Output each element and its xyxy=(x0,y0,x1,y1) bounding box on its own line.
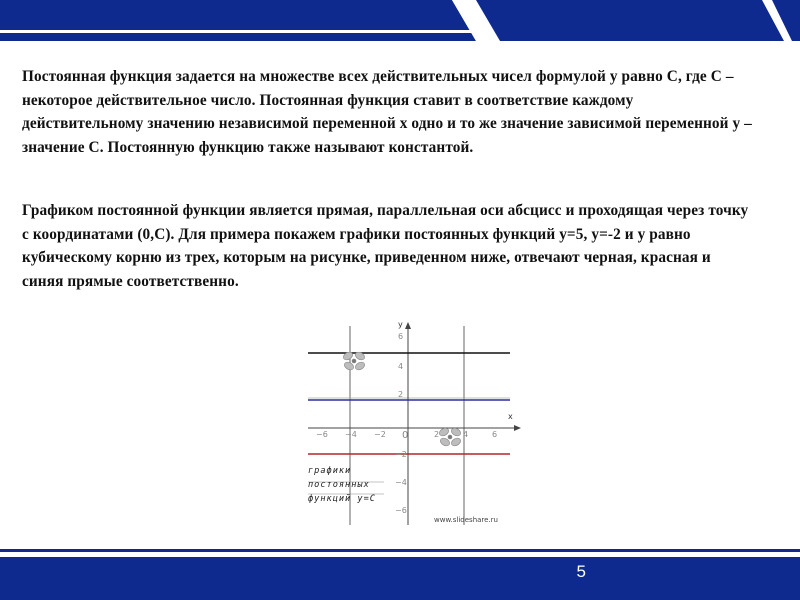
paragraph-definition: Постоянная функция задается на множестве всех действительных чисел формулой y равно C, где C – некоторое действительное число. Постоянная функция ставит в соответствие каждому действительному значению независимой переменной x одно и то же значение зависимой переменной y – значение C. Постоянную функцию также называют константой. xyxy=(22,68,752,156)
x-tick: 4 xyxy=(463,430,469,439)
x-tick: 2 xyxy=(434,430,440,439)
footer-stripe xyxy=(0,549,800,552)
page-number: 5 xyxy=(576,562,586,581)
figure-caption-line: графики xyxy=(308,466,352,476)
y-tick: 6 xyxy=(398,332,404,341)
x-tick: −4 xyxy=(345,430,357,439)
axis-x-label: x xyxy=(508,412,513,421)
figure-source: www.slideshare.ru xyxy=(434,516,498,524)
y-tick: −4 xyxy=(395,478,407,487)
y-tick: 2 xyxy=(398,390,404,399)
y-tick: −2 xyxy=(395,450,407,459)
x-tick: 6 xyxy=(492,430,498,439)
x-tick: −6 xyxy=(316,430,328,439)
header-banner xyxy=(0,0,800,48)
x-tick: 0 xyxy=(402,430,409,441)
y-tick: 4 xyxy=(398,362,404,371)
x-tick: −2 xyxy=(374,430,386,439)
paragraph-graph-description: Графиком постоянной функции является прямая, параллельная оси абсцисс и проходящая через точку с координатами (0,C). Для примера покажем графики постоянных функций y=5, y=-2 и y равно кубическому корню из трех, которым на рисунке, приведенном ниже, отвечают черная, красная и синяя прямые соответственно. xyxy=(22,202,749,290)
y-tick: −6 xyxy=(395,506,407,515)
constant-functions-graph xyxy=(304,320,526,528)
figure-caption-line: постоянных xyxy=(308,480,370,490)
footer-bar xyxy=(0,557,800,600)
flower-icon xyxy=(438,427,462,448)
figure-caption-line: функций y=C xyxy=(308,494,376,504)
axis-y-label: y xyxy=(398,320,403,329)
